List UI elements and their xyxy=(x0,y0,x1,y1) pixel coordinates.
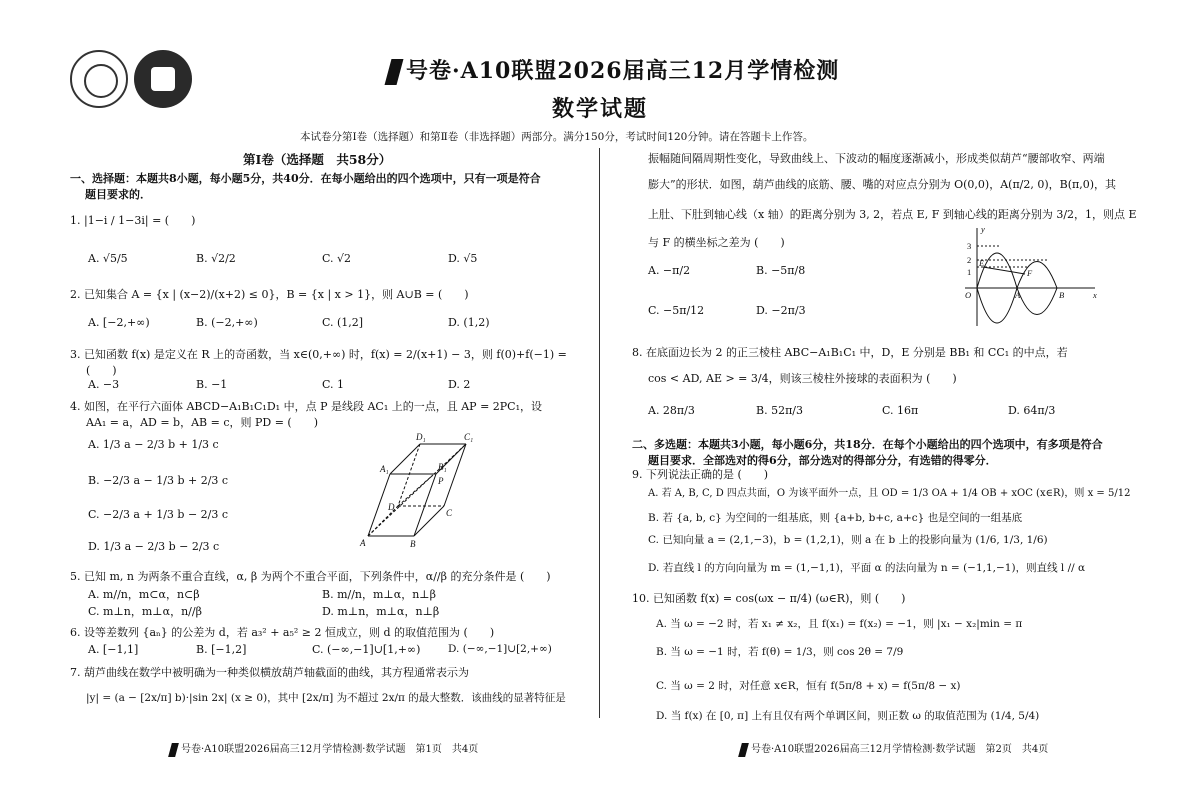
option-d: D. 当 f(x) 在 [0, π] 上有且仅有两个单调区间，则正数 ω 的取值范围为 (1/4, 5/4) xyxy=(656,710,1040,722)
question-7-cont: 上肚、下肚到轴心线（x 轴）的距离分别为 3, 2，若点 E, F 到轴心线的距离分别为 3/2，1，则点 E xyxy=(648,208,1137,221)
edge-d1d xyxy=(398,444,420,506)
brand-icon xyxy=(738,743,749,757)
question-7-formula: |y| = (a − [2x/π] b)·|sin 2x| (x ≥ 0)，其中 [2x/π] 为不超过 2x/π 的最大整数．该曲线的显著特征是 xyxy=(86,692,566,704)
label-e: E xyxy=(979,258,985,268)
part-title: 第Ⅰ卷（选择题 共58分） xyxy=(243,152,392,167)
option-a: A. −π/2 xyxy=(648,264,691,277)
edge-a1a xyxy=(368,474,390,536)
option-c: C. 1 xyxy=(322,378,345,391)
question-9: 9. 下列说法正确的是 ( ) xyxy=(632,468,769,481)
question-10: 10. 已知函数 f(x) = cos(ωx − π/4) (ω∈R)，则 ( ) xyxy=(632,592,906,605)
label-x: x xyxy=(1093,290,1097,300)
question-5: 5. 已知 m, n 为两条不重合直线，α, β 为两个不重合平面，下列条件中，α//β 的充分条件是 ( ) xyxy=(70,570,551,583)
section-heading: 二、多选题：本题共3小题，每小题6分，共18分．在每个小题给出的四个选项中，有多项是符合 xyxy=(632,438,1103,451)
label-3: 3 xyxy=(967,241,972,251)
question-3: 3. 已知函数 f(x) 是定义在 R 上的奇函数，当 x∈(0,+∞) 时，f(x) = 2/(x+1) − 3，则 f(0)+f(−1) = xyxy=(70,348,567,361)
option-d: D. √5 xyxy=(448,252,478,265)
edge-c1c xyxy=(444,444,466,506)
label-1: 1 xyxy=(967,267,972,277)
option-b: B. (−2,+∞) xyxy=(196,316,258,329)
label-f: F xyxy=(1027,268,1033,278)
label-a: A xyxy=(360,538,366,548)
question-2: 2. 已知集合 A = {x | (x−2)/(x+2) ≤ 0}，B = {x | x > 1}，则 A∪B = ( ) xyxy=(70,288,469,301)
section-heading: 一、选择题：本题共8小题，每小题5分，共40分．在每小题给出的四个选项中，只有一项是符合 xyxy=(70,172,541,185)
option-b: B. 当 ω = −1 时，若 f(θ) = 1/3，则 cos 2θ = 7/9 xyxy=(656,646,904,658)
section-heading-cont: 题目要求的． xyxy=(85,188,151,201)
option-a: A. 当 ω = −2 时，若 x₁ ≠ x₂，且 f(x₁) = f(x₂) = −1，则 |x₁ − x₂|min = π xyxy=(656,618,1023,630)
question-7: 7. 葫芦曲线在数学中被明确为一种类似横放葫芦轴截面的曲线，其方程通常表示为 xyxy=(70,666,469,679)
brand-icon xyxy=(385,59,404,85)
question-4-cont: AA₁ = a，AD = b，AB = c，则 PD = ( ) xyxy=(86,416,318,429)
wanzhi-education-logo xyxy=(134,50,192,108)
diagonal-ac1 xyxy=(368,444,466,536)
question-7-cont: 振幅随间隔周期性变化，导致曲线上、下波动的幅度逐渐减小，形成类似葫芦“腰部收窄、两端 xyxy=(648,152,1105,165)
option-b: B. −2/3 a − 1/3 b + 2/3 c xyxy=(88,474,229,487)
option-b: B. −1 xyxy=(196,378,228,391)
option-b: B. 若 {a, b, c} 为空间的一组基底，则 {a+b, b+c, a+c} 也是空间的一组基底 xyxy=(648,512,1023,524)
label-y: y xyxy=(981,224,985,234)
label-b: B xyxy=(1059,290,1065,300)
option-a: A. √5/5 xyxy=(88,252,128,265)
edge-bc xyxy=(414,506,444,536)
option-c: C. √2 xyxy=(322,252,352,265)
page-footer-1: 号卷·A10联盟2026届高三12月学情检测·数学试题 第1页 共4页 xyxy=(170,740,478,757)
question-6: 6. 设等差数列 {aₙ} 的公差为 d，若 a₃² + a₅² ≥ 2 恒成立，则 d 的取值范围为 ( ) xyxy=(70,626,495,639)
option-c: C. (1,2] xyxy=(322,316,364,329)
exam-instructions: 本试卷分第Ⅰ卷（选择题）和第Ⅱ卷（非选择题）两部分。满分150分，考试时间120分钟。请在答题卡上作答。 xyxy=(300,131,814,143)
parallelepiped-figure xyxy=(352,430,492,550)
label-c: C xyxy=(446,508,453,518)
option-c: C. −5π/12 xyxy=(648,304,705,317)
option-b: B. −5π/8 xyxy=(756,264,806,277)
option-c: C. (−∞,−1]∪[1,+∞) xyxy=(312,643,421,656)
option-d: D. (−∞,−1]∪[2,+∞) xyxy=(448,643,552,655)
label-o: O xyxy=(965,290,972,300)
label-d: D xyxy=(388,502,395,512)
exam-title: 号卷·A10联盟2026届高三12月学情检测 xyxy=(388,54,839,85)
option-b: B. √2/2 xyxy=(196,252,236,265)
page-footer-2: 号卷·A10联盟2026届高三12月学情检测·数学试题 第2页 共4页 xyxy=(740,740,1048,757)
question-3-cont: ( ) xyxy=(86,364,117,377)
label-b1: B₁ xyxy=(438,462,447,472)
option-d: D. 64π/3 xyxy=(1008,404,1056,417)
label-a: A xyxy=(1015,290,1021,300)
question-8: 8. 在底面边长为 2 的正三棱柱 ABC−A₁B₁C₁ 中，D，E 分别是 BB₁ 和 CC₁ 的中点，若 xyxy=(632,346,1068,359)
column-divider xyxy=(599,148,600,718)
question-7-cont: 膨大”的形状．如图，葫芦曲线的底筋、腰、嘴的对应点分别为 O(0,0)，A(π/2, 0)，B(π,0)，其 xyxy=(648,178,1117,191)
option-a: A. [−1,1] xyxy=(88,643,139,656)
label-a1: A₁ xyxy=(380,464,389,474)
option-c: C. 16π xyxy=(882,404,919,417)
upper-curve xyxy=(977,253,1057,288)
label-b: B xyxy=(410,539,416,549)
option-d: D. 若直线 l 的方向向量为 m = (1,−1,1)，平面 α 的法向量为 n = (−1,1,−1)，则直线 l // α xyxy=(648,562,1086,574)
option-c: C. 已知向量 a = (2,1,−3)，b = (1,2,1)，则 a 在 b 上的投影向量为 (1/6, 1/3, 1/6) xyxy=(648,534,1048,546)
option-d: D. 2 xyxy=(448,378,471,391)
option-a: A. 1/3 a − 2/3 b + 1/3 c xyxy=(88,438,219,451)
option-b: B. 52π/3 xyxy=(756,404,804,417)
label-c1: C₁ xyxy=(464,432,474,442)
question-8-cont: cos < AD, AE > = 3/4，则该三棱柱外接球的表面积为 ( ) xyxy=(648,372,957,385)
question-4: 4. 如图，在平行六面体 ABCD−A₁B₁C₁D₁ 中，点 P 是线段 AC₁ 上的一点，且 AP = 2PC₁，设 xyxy=(70,400,543,413)
gourd-curve-figure xyxy=(955,222,1105,332)
label-d1: D₁ xyxy=(416,432,426,442)
option-d: D. (1,2) xyxy=(448,316,490,329)
question-1: 1. |1−i / 1−3i| = ( ) xyxy=(70,214,196,227)
exam-subtitle: 数学试题 xyxy=(552,96,649,122)
label-p: P xyxy=(438,476,444,486)
option-a: A. −3 xyxy=(88,378,120,391)
label-2: 2 xyxy=(967,255,972,265)
option-a: A. 28π/3 xyxy=(648,404,695,417)
option-b: B. m//n，m⊥α，n⊥β xyxy=(322,588,436,601)
option-d: D. m⊥n，m⊥α，n⊥β xyxy=(322,605,440,618)
section-heading-cont: 题目要求．全部选对的得6分，部分选对的得部分分，有选错的得零分． xyxy=(648,454,997,467)
option-d: D. −2π/3 xyxy=(756,304,806,317)
option-b: B. [−1,2] xyxy=(196,643,247,656)
option-c: C. m⊥n，m⊥α，n//β xyxy=(88,605,202,618)
option-c: C. 当 ω = 2 时，对任意 x∈R，恒有 f(5π/8 + x) = f(5π/8 − x) xyxy=(656,680,961,692)
question-7-cont: 与 F 的横坐标之差为 ( ) xyxy=(648,236,785,249)
option-a: A. m//n，m⊂α，n⊂β xyxy=(88,588,200,601)
edge-b1b xyxy=(414,474,436,536)
brand-icon xyxy=(168,743,179,757)
option-c: C. −2/3 a + 1/3 b − 2/3 c xyxy=(88,508,229,521)
segment-ef xyxy=(983,267,1025,274)
edge-d1a1 xyxy=(390,444,420,474)
school-seal-logo xyxy=(70,50,128,108)
option-a: A. 若 A, B, C, D 四点共面，O 为该平面外一点，且 OD = 1/3 OA + 1/4 OB + xOC (x∈R)，则 x = 5/12 xyxy=(648,488,1131,499)
option-d: D. 1/3 a − 2/3 b − 2/3 c xyxy=(88,540,220,553)
option-a: A. [−2,+∞) xyxy=(88,316,150,329)
